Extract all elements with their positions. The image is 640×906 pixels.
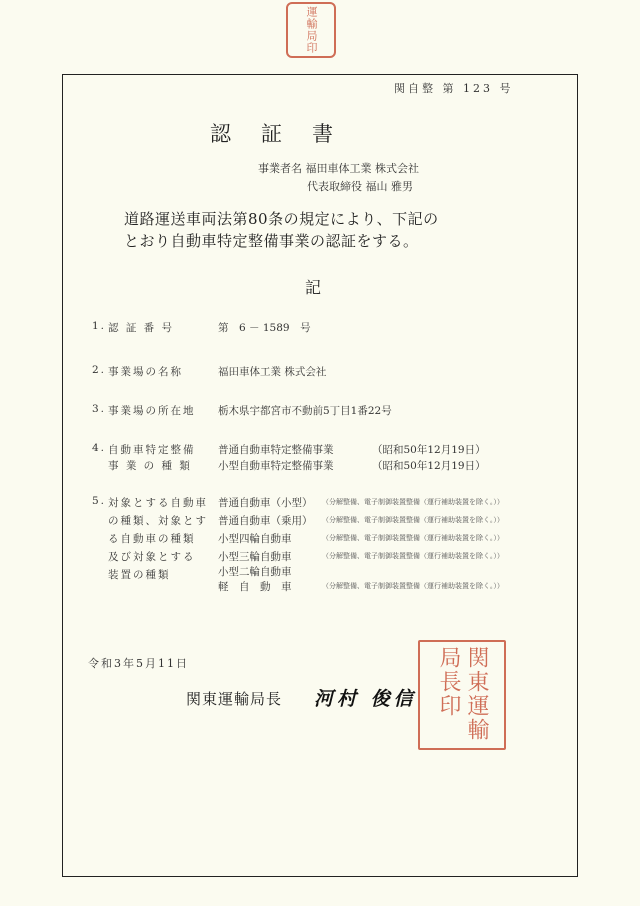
item-5-label-line-4: 及び対象とする <box>108 551 196 563</box>
item-5-row-4-note: （分解整備、電子制御装置整備（運行補助装置を除く。）） <box>322 552 504 560</box>
item-5-row-3-note: （分解整備、電子制御装置整備（運行補助装置を除く。）） <box>322 534 504 542</box>
recipient-representative: 代表取締役 福山 雅男 <box>307 180 413 193</box>
item-4-row-1-value: 普通自動車特定整備事業 <box>218 444 334 456</box>
top-seal-text: 運輸局印 <box>305 6 318 54</box>
item-2-label: 事業場の名称 <box>108 366 183 378</box>
item-2-value: 福田車体工業 株式会社 <box>218 366 327 378</box>
certificate-frame <box>62 74 578 877</box>
item-3-number: 3. <box>92 403 107 415</box>
item-5-label-line-2: の種類、対象とす <box>108 515 208 527</box>
item-1-number: 1. <box>92 320 107 332</box>
item-5-row-4-value: 小型三輪自動車 <box>218 551 292 563</box>
ki-heading: 記 <box>305 278 322 297</box>
official-seal <box>418 640 506 750</box>
issuer-title: 関東運輸局長 <box>186 690 283 708</box>
item-4-row-1-date: （昭和50年12月19日） <box>372 444 486 456</box>
item-5-row-5-value: 小型二輪自動車 <box>218 566 292 578</box>
top-seal <box>286 2 336 58</box>
item-1-label: 認 証 番 号 <box>108 322 175 334</box>
item-3-value: 栃木県宇都宮市不動前5丁目1番22号 <box>218 405 392 417</box>
item-5-label-line-3: る自動車の種類 <box>108 533 196 545</box>
item-4-row-2-value: 小型自動車特定整備事業 <box>218 460 334 472</box>
item-5-label-line-5: 装置の種類 <box>108 569 171 581</box>
issuer-name: 河村 俊信 <box>314 688 417 710</box>
item-2-number: 2. <box>92 364 107 376</box>
body-line-1: 道路運送車両法第80条の規定により、下記の <box>124 210 439 228</box>
item-5-row-6-note: （分解整備、電子制御装置整備（運行補助装置を除く。）） <box>322 582 504 590</box>
item-4-label-line-2: 事 業 の 種 類 <box>108 460 192 472</box>
item-4-number: 4. <box>92 442 107 454</box>
item-5-row-6-value: 軽 自 動 車 <box>218 581 292 593</box>
item-5-row-3-value: 小型四輪自動車 <box>218 533 292 545</box>
item-5-row-2-note: （分解整備、電子制御装置整備（運行補助装置を除く。）） <box>322 516 504 524</box>
item-4-row-2-date: （昭和50年12月19日） <box>372 460 486 472</box>
official-seal-text: 関東運輸局長印 <box>436 646 489 742</box>
item-5-number: 5. <box>92 495 107 507</box>
item-1-value: 第 6 － 1589 号 <box>218 322 311 334</box>
issue-date: 令和3年5月11日 <box>88 657 189 670</box>
document-title: 認証書 <box>210 122 363 146</box>
item-4-label-line-1: 自動車特定整備 <box>108 444 196 456</box>
recipient-business: 事業者名 福田車体工業 株式会社 <box>258 162 419 175</box>
item-5-row-1-value: 普通自動車（小型） <box>218 497 313 509</box>
item-5-row-1-note: （分解整備、電子制御装置整備（運行補助装置を除く。）） <box>322 498 504 506</box>
item-3-label: 事業場の所在地 <box>108 405 196 417</box>
item-5-row-2-value: 普通自動車（乗用） <box>218 515 313 527</box>
item-5-label-line-1: 対象とする自動車 <box>108 497 208 509</box>
document-number: 関自整 第 123 号 <box>394 82 514 95</box>
body-line-2: とおり自動車特定整備事業の認証をする。 <box>124 232 419 250</box>
